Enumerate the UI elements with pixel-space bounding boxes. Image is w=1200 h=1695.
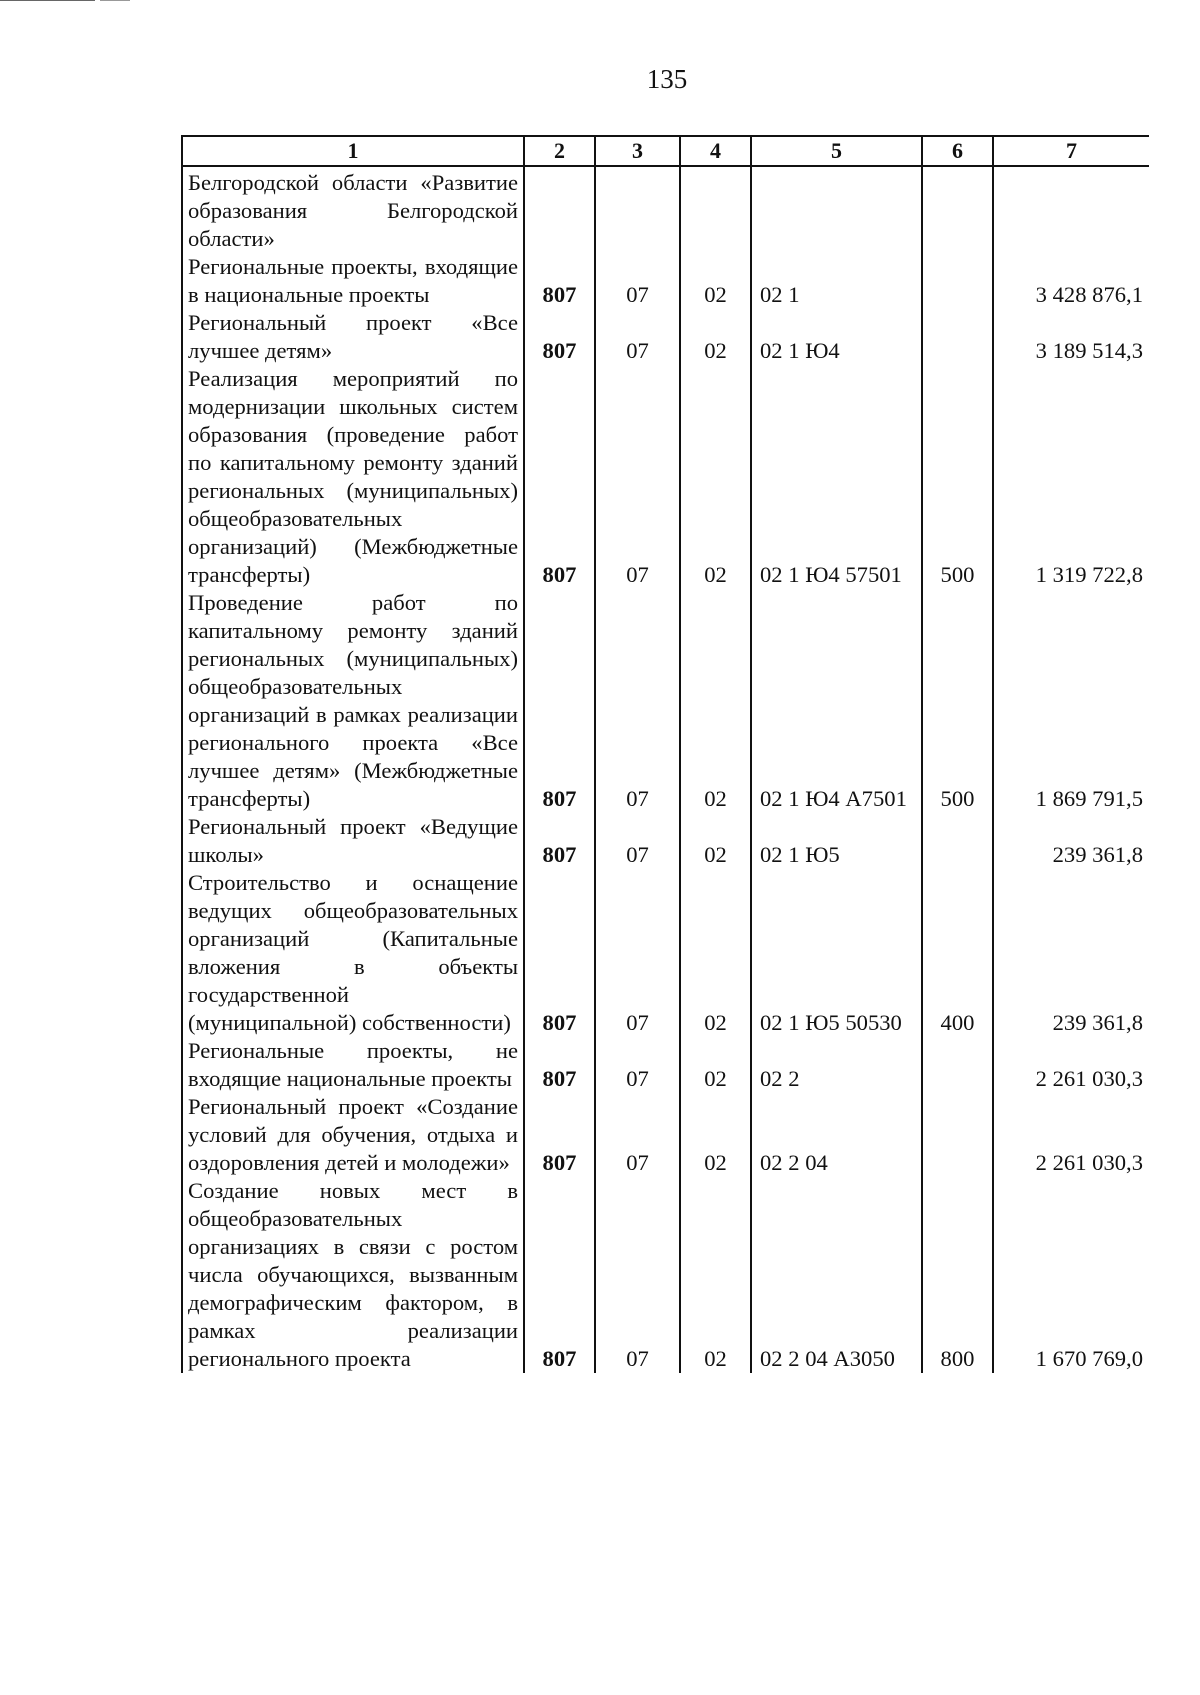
cell-vr: 500	[922, 365, 993, 589]
cell-csr: 02 1	[751, 253, 922, 309]
cell-pr: 02	[680, 1177, 751, 1373]
cell-rz: 07	[595, 869, 680, 1037]
cell-csr: 02 2	[751, 1037, 922, 1093]
table-row	[182, 365, 1149, 589]
cell-amount: 2 261 030,3	[993, 1037, 1149, 1093]
row-name-cell: Строительство и оснащение ведущих общеобразовательных организаций (Капитальные вложения в объекты государственной (муниципальной) собственности)	[182, 869, 524, 1037]
cell-rz: 07	[595, 309, 680, 365]
cell-csr: 02 1 Ю5 50530	[751, 869, 922, 1037]
cell-csr: 02 1 Ю5	[751, 813, 922, 869]
budget-table-container	[181, 135, 1149, 1695]
cell-csr: 02 1 Ю4 57501	[751, 365, 922, 589]
cell-rz: 07	[595, 1177, 680, 1373]
cell-vr	[922, 1093, 993, 1177]
cell-vr	[922, 309, 993, 365]
cell-amount	[993, 166, 1149, 253]
cell-csr: 02 1 Ю4 А7501	[751, 589, 922, 813]
cell-pr	[680, 166, 751, 253]
cell-rz: 07	[595, 813, 680, 869]
row-name-cell: Региональные проекты, входящие в национальные проекты	[182, 253, 524, 309]
table-row	[182, 309, 1149, 365]
cell-gr: 807	[524, 813, 595, 869]
column-header-4: 4	[680, 136, 751, 166]
cell-gr: 807	[524, 1093, 595, 1177]
table-row	[182, 166, 1149, 253]
cell-pr: 02	[680, 589, 751, 813]
cell-pr: 02	[680, 253, 751, 309]
cell-vr	[922, 253, 993, 309]
cell-csr: 02 2 04 А3050	[751, 1177, 922, 1373]
scan-edge-mark	[100, 0, 130, 1]
column-header-1: 1	[182, 136, 524, 166]
cell-vr	[922, 813, 993, 869]
cell-amount: 239 361,8	[993, 869, 1149, 1037]
cell-gr: 807	[524, 365, 595, 589]
cell-pr: 02	[680, 1037, 751, 1093]
cell-amount: 3 189 514,3	[993, 309, 1149, 365]
table-row	[182, 813, 1149, 869]
cell-vr	[922, 1037, 993, 1093]
cell-pr: 02	[680, 1093, 751, 1177]
cell-amount: 1 670 769,0	[993, 1177, 1149, 1373]
cell-pr: 02	[680, 309, 751, 365]
cell-rz: 07	[595, 589, 680, 813]
cell-amount: 1 869 791,5	[993, 589, 1149, 813]
column-header-3: 3	[595, 136, 680, 166]
cell-vr	[922, 166, 993, 253]
cell-rz: 07	[595, 1093, 680, 1177]
table-row	[182, 1093, 1149, 1177]
cell-gr: 807	[524, 1177, 595, 1373]
column-header-2: 2	[524, 136, 595, 166]
cell-amount: 1 319 722,8	[993, 365, 1149, 589]
row-name-cell: Региональные проекты, не входящие национальные проекты	[182, 1037, 524, 1093]
cell-rz: 07	[595, 365, 680, 589]
scan-edge-mark	[0, 0, 95, 1]
cell-pr: 02	[680, 869, 751, 1037]
cell-vr: 400	[922, 869, 993, 1037]
table-row	[182, 1037, 1149, 1093]
cell-amount: 2 261 030,3	[993, 1093, 1149, 1177]
row-name-cell: Проведение работ по капитальному ремонту зданий региональных (муниципальных) общеобразовательных организаций в рамках реализации регионального проекта «Все лучшее детям» (Межбюджетные трансферты)	[182, 589, 524, 813]
row-name-cell: Создание новых мест в общеобразовательных организациях в связи с ростом числа обучающихся, вызванным демографическим фактором, в рамках реализации регионального проекта	[182, 1177, 524, 1373]
cell-rz	[595, 166, 680, 253]
row-name-cell: Региональный проект «Создание условий для обучения, отдыха и оздоровления детей и молодежи»	[182, 1093, 524, 1177]
row-name-cell: Региональный проект «Все лучшее детям»	[182, 309, 524, 365]
cell-csr	[751, 166, 922, 253]
column-header-7: 7	[993, 136, 1149, 166]
cell-rz: 07	[595, 1037, 680, 1093]
cell-amount: 239 361,8	[993, 813, 1149, 869]
cell-rz: 07	[595, 253, 680, 309]
header-row	[182, 136, 1149, 166]
table-row	[182, 253, 1149, 309]
cell-gr: 807	[524, 253, 595, 309]
page-number: 135	[646, 64, 688, 94]
budget-table	[181, 135, 1149, 1373]
cell-vr: 800	[922, 1177, 993, 1373]
row-name-cell: Региональный проект «Ведущие школы»	[182, 813, 524, 869]
column-header-6: 6	[922, 136, 993, 166]
cell-gr: 807	[524, 589, 595, 813]
row-name-cell: Белгородской области «Развитие образования Белгородской области»	[182, 166, 524, 253]
cell-vr: 500	[922, 589, 993, 813]
cell-gr: 807	[524, 869, 595, 1037]
table-row	[182, 869, 1149, 1037]
column-header-5: 5	[751, 136, 922, 166]
cell-gr: 807	[524, 309, 595, 365]
cell-pr: 02	[680, 813, 751, 869]
cell-gr: 807	[524, 1037, 595, 1093]
cell-csr: 02 1 Ю4	[751, 309, 922, 365]
cell-pr: 02	[680, 365, 751, 589]
cell-amount: 3 428 876,1	[993, 253, 1149, 309]
table-row	[182, 589, 1149, 813]
cell-gr	[524, 166, 595, 253]
row-name-cell: Реализация мероприятий по модернизации школьных систем образования (проведение работ по капитальному ремонту зданий региональных (муниципальных) общеобразовательных организаций) (Межбюджетные трансферты)	[182, 365, 524, 589]
table-row	[182, 1177, 1149, 1373]
cell-csr: 02 2 04	[751, 1093, 922, 1177]
